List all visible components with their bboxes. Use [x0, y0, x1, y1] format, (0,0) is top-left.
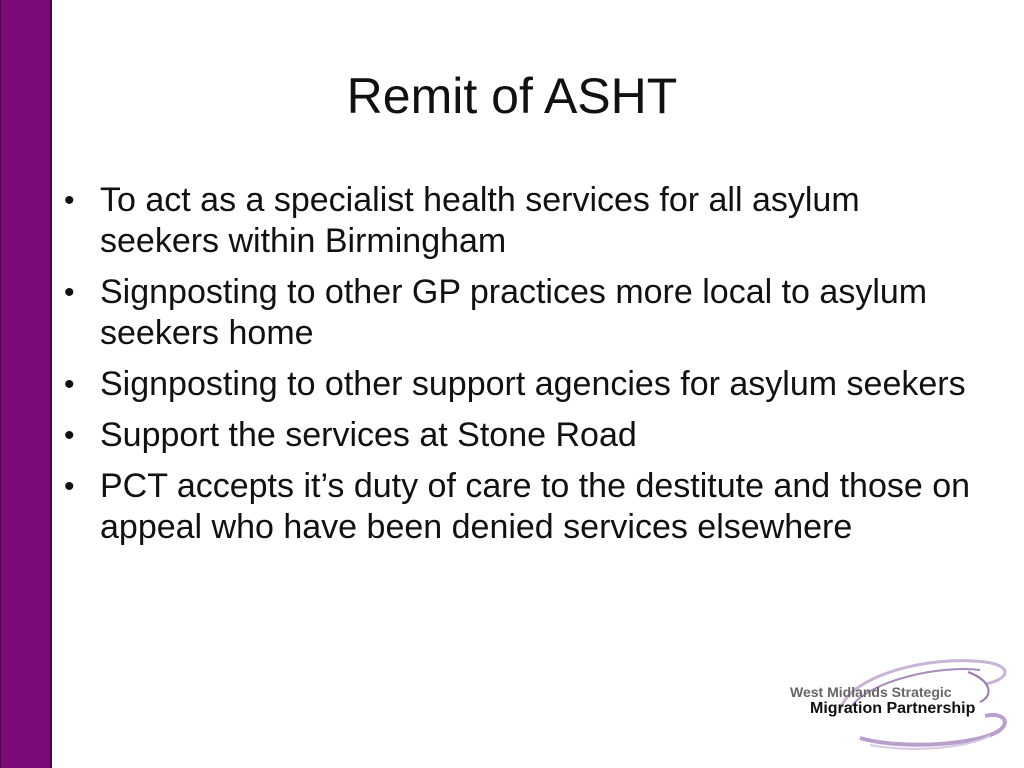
bullet-item [58, 272, 978, 354]
bullet-item [58, 364, 978, 405]
bullet-dot-icon: • [64, 470, 75, 503]
slide-title: Remit of ASHT [346, 68, 678, 124]
logo-text-bottom: Migration Partnership [810, 700, 976, 717]
side-accent-bar [0, 0, 52, 768]
bullet-text: Support the services at Stone Road [100, 416, 637, 454]
bullet-text: To act as a specialist health services for all asylum seekers within Birmingham [100, 181, 860, 260]
bullet-list [58, 180, 978, 558]
bullet-dot-icon: • [64, 276, 75, 309]
bullet-text: Signposting to other support agencies for asylum seekers [100, 365, 966, 403]
bullet-text: PCT accepts it’s duty of care to the destitute and those on appeal who have been denied services elsewhere [100, 467, 971, 546]
bullet-item [58, 180, 978, 262]
bullet-item [58, 415, 978, 456]
bullet-dot-icon: • [64, 419, 75, 452]
bullet-dot-icon: • [64, 184, 75, 217]
bullet-text: Signposting to other GP practices more local to asylum seekers home [100, 273, 928, 352]
organisation-logo [780, 650, 1024, 760]
bullet-item [58, 466, 978, 548]
bullet-dot-icon: • [64, 368, 75, 401]
logo-text-top: West Midlands Strategic [790, 684, 952, 700]
